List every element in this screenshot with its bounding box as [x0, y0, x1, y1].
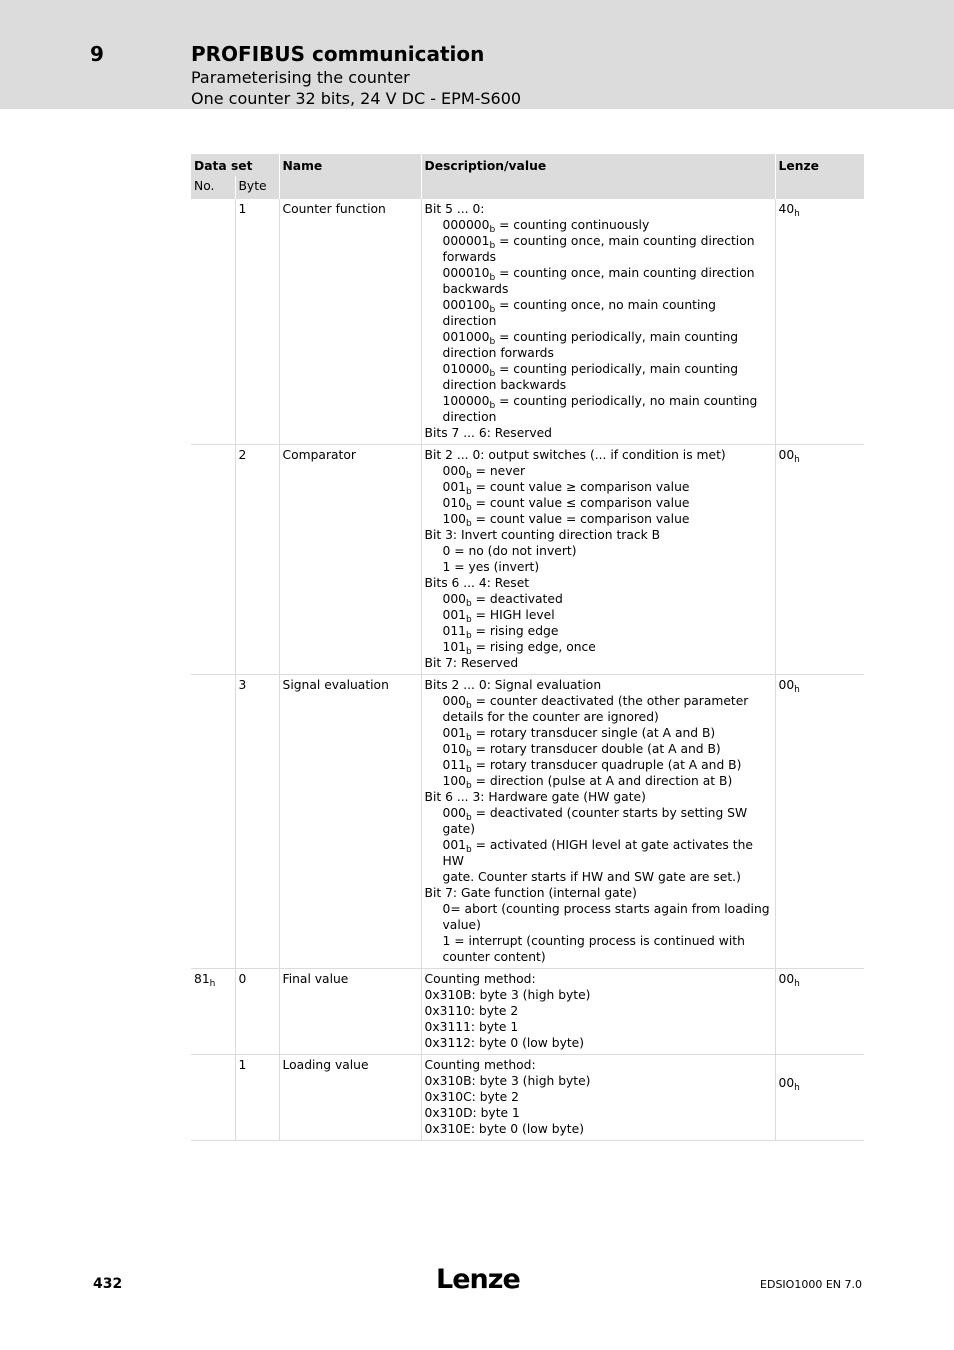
- value-meaning: = counting once, main counting direction: [495, 266, 755, 280]
- value-meaning: = counter deactivated (the other parameter: [471, 694, 749, 708]
- cell-name: [279, 1055, 421, 1141]
- bit-value: 011: [442, 758, 466, 772]
- description-line: [425, 1057, 772, 1073]
- description-line: [425, 559, 772, 575]
- description-line: [425, 607, 772, 623]
- byte-number: 2: [238, 448, 247, 462]
- value-meaning: = activated (HIGH level at gate activates the HW: [442, 838, 753, 868]
- description-line: [425, 393, 772, 409]
- description-line: [425, 773, 772, 789]
- description-line: [425, 591, 772, 607]
- lenze-default-value: [778, 972, 800, 989]
- description-text: 0x3110: byte 2: [424, 1004, 519, 1018]
- binary-suffix: b: [466, 749, 472, 759]
- header-lenze: Lenze: [775, 154, 864, 199]
- cell-lenze-default: [775, 969, 864, 1055]
- description-line: [425, 1019, 772, 1035]
- description-text: direction backwards: [442, 378, 567, 392]
- description-line: [425, 933, 772, 949]
- binary-suffix: b: [466, 813, 472, 823]
- description-line: [425, 527, 772, 543]
- description-line: [425, 1089, 772, 1105]
- description-line: [425, 949, 772, 965]
- description-text: Bit 3: Invert counting direction track B: [424, 528, 661, 542]
- parameter-name: Signal evaluation: [282, 678, 389, 692]
- value-meaning: = rotary transducer single (at A and B): [471, 726, 716, 740]
- description-text: 0x310E: byte 0 (low byte): [424, 1122, 584, 1136]
- description-text: 0 = no (do not invert): [442, 544, 577, 558]
- default-value: 00: [778, 678, 795, 692]
- description-line: [425, 885, 772, 901]
- bit-value: 100: [442, 512, 466, 526]
- description-text: 1 = yes (invert): [442, 560, 540, 574]
- bit-value: 000: [442, 806, 466, 820]
- cell-data-set-no: [191, 199, 235, 445]
- value-meaning: = counting periodically, main counting: [495, 330, 739, 344]
- cell-byte: [235, 1055, 279, 1141]
- cell-description: [421, 445, 775, 675]
- value-meaning: = rising edge: [471, 624, 559, 638]
- byte-number: 0: [238, 972, 247, 986]
- description-line: [425, 1073, 772, 1089]
- bit-value: 000: [442, 592, 466, 606]
- cell-data-set-no: [191, 675, 235, 969]
- cell-lenze-default: [775, 199, 864, 445]
- bit-value: 010: [442, 742, 466, 756]
- description-line: [425, 805, 772, 837]
- cell-name: [279, 445, 421, 675]
- table-row: [191, 1055, 864, 1141]
- default-value: 40: [778, 202, 795, 216]
- bit-value: 000: [442, 694, 466, 708]
- bit-value: 101: [442, 640, 466, 654]
- description-line: [425, 265, 772, 281]
- description-line: [425, 987, 772, 1003]
- lenze-logo: Lenze: [436, 1264, 520, 1295]
- cell-description: [421, 199, 775, 445]
- binary-suffix: b: [466, 733, 472, 743]
- description-text: 1 = interrupt (counting process is continued with: [442, 934, 745, 948]
- cell-name: [279, 199, 421, 445]
- value-meaning: = counting periodically, main counting: [495, 362, 739, 376]
- cell-data-set-no: [191, 445, 235, 675]
- binary-suffix: b: [489, 273, 496, 283]
- description-line: [425, 693, 772, 709]
- bit-value: 010000: [442, 362, 490, 376]
- value-meaning: = count value ≥ comparison value: [471, 480, 690, 494]
- description-text: direction forwards: [442, 346, 554, 360]
- lenze-default-value: [778, 678, 800, 695]
- description-text: 0x310C: byte 2: [424, 1090, 519, 1104]
- binary-suffix: b: [489, 225, 496, 235]
- description-line: [425, 639, 772, 655]
- description-text: Bits 2 ... 0: Signal evaluation: [424, 678, 602, 692]
- header-no: No.: [191, 176, 235, 199]
- description-line: [425, 677, 772, 693]
- binary-suffix: b: [466, 615, 472, 625]
- value-meaning: = count value ≤ comparison value: [471, 496, 690, 510]
- description-line: [425, 757, 772, 773]
- binary-suffix: b: [466, 503, 472, 513]
- description-text: Bit 2 ... 0: output switches (... if condition is met): [424, 448, 726, 462]
- bit-value: 000100: [442, 298, 490, 312]
- binary-suffix: b: [466, 765, 472, 775]
- cell-byte: [235, 675, 279, 969]
- description-line: [425, 543, 772, 559]
- cell-byte: [235, 199, 279, 445]
- description-line: [425, 1035, 772, 1051]
- binary-suffix: b: [466, 701, 472, 711]
- description-line: [425, 709, 772, 725]
- description-line: [425, 463, 772, 479]
- binary-suffix: b: [466, 599, 472, 609]
- description-line: [425, 511, 772, 527]
- description-text: backwards: [442, 282, 509, 296]
- description-text: Counting method:: [424, 1058, 536, 1072]
- description-text: 0x3111: byte 1: [424, 1020, 519, 1034]
- value-meaning: = direction (pulse at A and direction at B): [471, 774, 733, 788]
- header-data-set: Data set: [191, 154, 279, 176]
- default-value: 00: [778, 972, 795, 986]
- description-text: gate. Counter starts if HW and SW gate are set.): [442, 870, 741, 884]
- cell-data-set-no: [191, 969, 235, 1055]
- value-meaning: = never: [471, 464, 526, 478]
- value-meaning: = deactivated (counter starts by setting SW gate): [442, 806, 748, 836]
- bit-value: 011: [442, 624, 466, 638]
- bit-value: 001: [442, 838, 466, 852]
- cell-description: [421, 1055, 775, 1141]
- binary-suffix: b: [466, 487, 472, 497]
- cell-lenze-default: [775, 1055, 864, 1141]
- description-text: Bit 6 ... 3: Hardware gate (HW gate): [424, 790, 646, 804]
- description-line: [425, 297, 772, 329]
- description-line: [425, 1105, 772, 1121]
- default-value: 00: [778, 1076, 795, 1090]
- value-meaning: = counting continuously: [495, 218, 650, 232]
- binary-suffix: b: [466, 471, 472, 481]
- binary-suffix: b: [489, 305, 496, 315]
- header-name: Name: [279, 154, 421, 199]
- binary-suffix: b: [489, 401, 496, 411]
- description-line: [425, 655, 772, 671]
- description-line: [425, 869, 772, 885]
- document-id: EDSIO1000 EN 7.0: [760, 1278, 862, 1291]
- description-line: [425, 425, 772, 441]
- description-text: direction: [442, 410, 497, 424]
- bit-value: 000: [442, 464, 466, 478]
- header-description: Description/value: [421, 154, 775, 199]
- description-line: [425, 971, 772, 987]
- bit-value: 100: [442, 774, 466, 788]
- value-meaning: = HIGH level: [471, 608, 555, 622]
- lenze-default-value: [778, 202, 800, 219]
- description-text: Bits 6 ... 4: Reset: [424, 576, 530, 590]
- description-line: [425, 377, 772, 393]
- description-text: 0x310B: byte 3 (high byte): [424, 1074, 591, 1088]
- bit-value: 001: [442, 608, 466, 622]
- description-text: 0x310D: byte 1: [424, 1106, 520, 1120]
- description-line: [425, 1121, 772, 1137]
- description-line: [425, 201, 772, 217]
- description-line: [425, 233, 772, 249]
- binary-suffix: b: [466, 845, 472, 855]
- cell-byte: [235, 969, 279, 1055]
- description-text: Bits 7 ... 6: Reserved: [424, 426, 552, 440]
- default-value: 00: [778, 448, 795, 462]
- value-meaning: = count value = comparison value: [471, 512, 690, 526]
- section-subtitle: Parameterising the counter: [191, 68, 410, 87]
- byte-number: 1: [238, 202, 247, 216]
- description-line: [425, 901, 772, 917]
- lenze-default-value: [779, 1057, 862, 1091]
- value-meaning: = rotary transducer double (at A and B): [471, 742, 721, 756]
- cell-description: [421, 675, 775, 969]
- cell-data-set-no: [191, 1055, 235, 1141]
- parameter-name: Comparator: [282, 448, 356, 462]
- hex-suffix: h: [794, 979, 800, 989]
- byte-number: 3: [238, 678, 247, 692]
- cell-name: [279, 969, 421, 1055]
- parameter-name: Loading value: [282, 1058, 369, 1072]
- description-line: [425, 725, 772, 741]
- bit-value: 100000: [442, 394, 490, 408]
- value-meaning: = rotary transducer quadruple (at A and B): [471, 758, 742, 772]
- binary-suffix: b: [489, 241, 496, 251]
- bit-value: 001: [442, 726, 466, 740]
- description-text: 0x3112: byte 0 (low byte): [424, 1036, 585, 1050]
- description-line: [425, 623, 772, 639]
- cell-description: [421, 969, 775, 1055]
- description-text: counter content): [442, 950, 546, 964]
- bit-value: 010: [442, 496, 466, 510]
- description-line: [425, 495, 772, 511]
- bit-value: 001: [442, 480, 466, 494]
- description-line: [425, 575, 772, 591]
- description-line: [425, 249, 772, 265]
- description-text: forwards: [442, 250, 497, 264]
- bit-value: 000001: [442, 234, 490, 248]
- cell-name: [279, 675, 421, 969]
- description-text: details for the counter are ignored): [442, 710, 659, 724]
- description-text: 0= abort (counting process starts again from loading: [442, 902, 770, 916]
- description-line: [425, 917, 772, 933]
- page-number: 432: [93, 1276, 123, 1292]
- table-header-row: [191, 154, 864, 176]
- description-text: Counting method:: [424, 972, 536, 986]
- description-text: value): [442, 918, 481, 932]
- description-line: [425, 361, 772, 377]
- description-line: [425, 789, 772, 805]
- description-line: [425, 479, 772, 495]
- section-subtitle-2: One counter 32 bits, 24 V DC - EPM-S600: [191, 89, 522, 108]
- parameter-name: Final value: [282, 972, 349, 986]
- value-meaning: = counting periodically, no main counting: [495, 394, 758, 408]
- lenze-default-value: [778, 448, 800, 465]
- description-line: [425, 217, 772, 233]
- description-line: [425, 281, 772, 297]
- description-text: 0x310B: byte 3 (high byte): [424, 988, 591, 1002]
- hex-suffix: h: [794, 685, 800, 695]
- cell-lenze-default: [775, 445, 864, 675]
- data-set-number: 81: [194, 972, 210, 986]
- cell-byte: [235, 445, 279, 675]
- description-line: [425, 329, 772, 345]
- table-row: [191, 445, 864, 675]
- binary-suffix: b: [466, 631, 472, 641]
- description-line: [425, 447, 772, 463]
- table-row: [191, 199, 864, 445]
- binary-suffix: b: [466, 519, 472, 529]
- hex-suffix: h: [794, 209, 800, 219]
- description-text: Bit 7: Gate function (internal gate): [424, 886, 637, 900]
- binary-suffix: b: [489, 337, 496, 347]
- description-text: Bit 7: Reserved: [424, 656, 519, 670]
- value-meaning: = counting once, main counting direction: [495, 234, 755, 248]
- value-meaning: = deactivated: [471, 592, 563, 606]
- hex-suffix: h: [794, 455, 800, 465]
- cell-lenze-default: [775, 675, 864, 969]
- bit-value: 000000: [442, 218, 490, 232]
- table-row: [191, 969, 864, 1055]
- byte-number: 1: [238, 1058, 247, 1072]
- value-meaning: = counting once, no main counting direction: [442, 298, 716, 328]
- parameter-table: [191, 154, 864, 1141]
- bit-value: 000010: [442, 266, 490, 280]
- bit-value: 001000: [442, 330, 490, 344]
- binary-suffix: b: [466, 781, 472, 791]
- chapter-number: 9: [90, 42, 104, 66]
- header-byte: Byte: [235, 176, 279, 199]
- description-line: [425, 409, 772, 425]
- parameter-name: Counter function: [282, 202, 386, 216]
- binary-suffix: b: [489, 369, 496, 379]
- hex-suffix: h: [209, 979, 216, 989]
- description-line: [425, 345, 772, 361]
- hex-suffix: h: [794, 1083, 800, 1093]
- description-text: Bit 5 ... 0:: [424, 202, 485, 216]
- value-meaning: = rising edge, once: [471, 640, 596, 654]
- binary-suffix: b: [466, 647, 472, 657]
- description-line: [425, 837, 772, 869]
- table-row: [191, 675, 864, 969]
- chapter-title: PROFIBUS communication: [191, 42, 485, 66]
- description-line: [425, 1003, 772, 1019]
- description-line: [425, 741, 772, 757]
